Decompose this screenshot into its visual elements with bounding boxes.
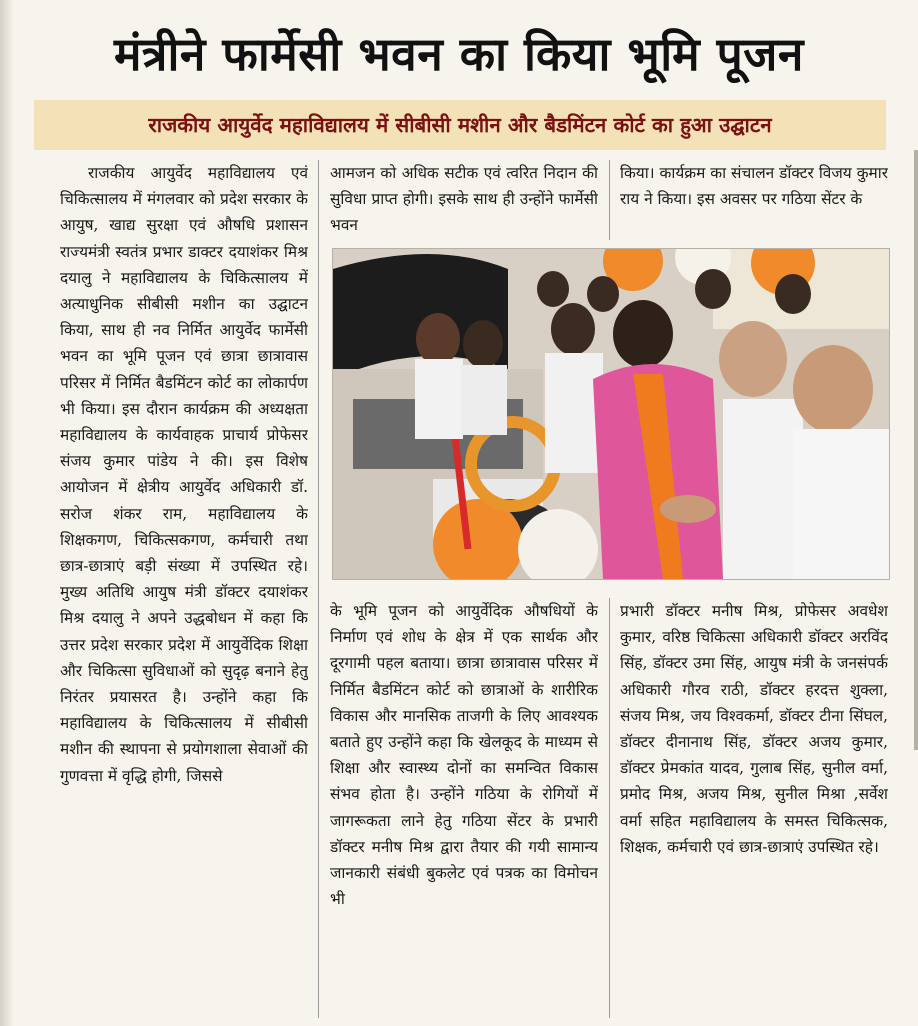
news-photo [332, 248, 890, 580]
adjacent-column-edge [914, 150, 918, 750]
article-column-3-bottom [620, 598, 888, 1018]
column-divider [318, 160, 319, 600]
article-column-2-bottom [330, 598, 598, 1018]
subheadline: राजकीय आयुर्वेद महाविद्यालय में सीबीसी मशीन और बैडमिंटन कोर्ट का हुआ उद्घाटन [34, 100, 886, 150]
article-text-col3-top: किया। कार्यक्रम का संचालन डॉक्टर विजय कुमार राय ने किया। इस अवसर पर गठिया सेंटर के [620, 164, 888, 209]
column-divider [318, 598, 319, 1018]
article-text-col2-bottom: के भूमि पूजन को आयुर्वेदिक औषधियों के निर्माण एवं शोध के क्षेत्र में एक सार्थक और दूरगामी पहल बताया। छात्रा छात्रावास परिसर में निर्मित बैडमिंटन कोर्ट को छात्राओं के शारीरिक विकास और मानसिक ताजगी के लिए आवश्यक बताते हुए उन्होंने कहा कि खेलकूद के माध्यम से शिक्षा और स्वास्थ्य दोनों का समन्वित विकास संभव होता है। उन्होंने गठिया के रोगियों में जागरूकता लाने हेतु गठिया सेंटर के प्रभारी डॉक्टर मनीष मिश्र द्वारा तैयार की गयी सामान्य जानकारी संबंधी बुकलेट एवं पत्रक का विमोचन भी [330, 602, 598, 909]
article-text-col3-bottom: प्रभारी डॉक्टर मनीष मिश्र, प्रोफेसर अवधेश कुमार, वरिष्ठ चिकित्सा अधिकारी डॉक्टर अरविंद सिंह, डॉक्टर उमा सिंह, आयुष मंत्री के जनसंपर्क अधिकारी गौरव राठी, डॉक्टर हरदत्त शुक्ला, संजय मिश्र, जय विश्वकर्मा, डॉक्टर टीना सिंघल, डॉक्टर दीनानाथ सिंह, डॉक्टर अजय कुमार, डॉक्टर प्रेमकांत यादव, गुलाब सिंह, सुनील वर्मा, प्रमोद मिश्र, अजय मिश्र, सुनील मिश्रा ,सर्वेश वर्मा सहित महाविद्यालय के समस्त चिकित्सक, शिक्षक, कर्मचारी एवं छात्र-छात्राएं उपस्थित रहे। [620, 602, 888, 856]
article-text-col2-top: आमजन को अधिक सटीक एवं त्वरित निदान की सुविधा प्राप्त होगी। इसके साथ ही उन्होंने फार्मेसी भवन [330, 164, 598, 235]
page-fold-shadow [0, 0, 14, 1026]
article-column-3-top [620, 160, 888, 240]
article-text-col1: राजकीय आयुर्वेद महाविद्यालय एवं चिकित्सालय में मंगलवार को प्रदेश सरकार के आयुष, खाद्य सुरक्षा एवं औषधि प्रशासन राज्यमंत्री स्वतंत्र प्रभार डाक्टर दयाशंकर मिश्र दयालु ने महाविद्यालय के चिकित्सालय में अत्याधुनिक सीबीसी मशीन का उद्घाटन किया, साथ ही नव निर्मित आयुर्वेद फार्मेसी भवन का भूमि पूजन एवं छात्रा छात्रावास परिसर में निर्मित बैडमिंटन कोर्ट का लोकार्पण भी किया। इस दौरान कार्यक्रम की अध्यक्षता महाविद्यालय के कार्यवाहक प्राचार्य प्रोफेसर संजय कुमार पांडेय ने की। इस विशेष आयोजन में क्षेत्रीय आयुर्वेद अधिकारी डॉ. सरोज शंकर राम, महाविद्यालय के शिक्षकगण, चिकित्सकगण, कर्मचारी तथा छात्र-छात्राएं बड़ी संख्या में उपस्थित रहे। मुख्य अतिथि आयुष मंत्री डॉक्टर दयाशंकर मिश्र दयालु ने अपने उद्धबोधन में कहा कि उत्तर प्रदेश सरकार प्रदेश में आयुर्वेदिक शिक्षा और चिकित्सा सुविधाओं को सुदृढ़ बनाने हेतु निरंतर प्रयासरत है। उन्होंने कहा कि महाविद्यालय के चिकित्सालय में सीबीसी मशीन की स्थापना से प्रयोगशाला सेवाओं की गुणवत्ता में वृद्धि होगी, जिससे [60, 164, 308, 785]
column-divider [609, 160, 610, 240]
headline: मंत्रीने फार्मेसी भवन का किया भूमि पूजन [114, 27, 804, 81]
column-divider [609, 598, 610, 1018]
article-column-2-top [330, 160, 598, 240]
article-column-1 [60, 160, 308, 1012]
